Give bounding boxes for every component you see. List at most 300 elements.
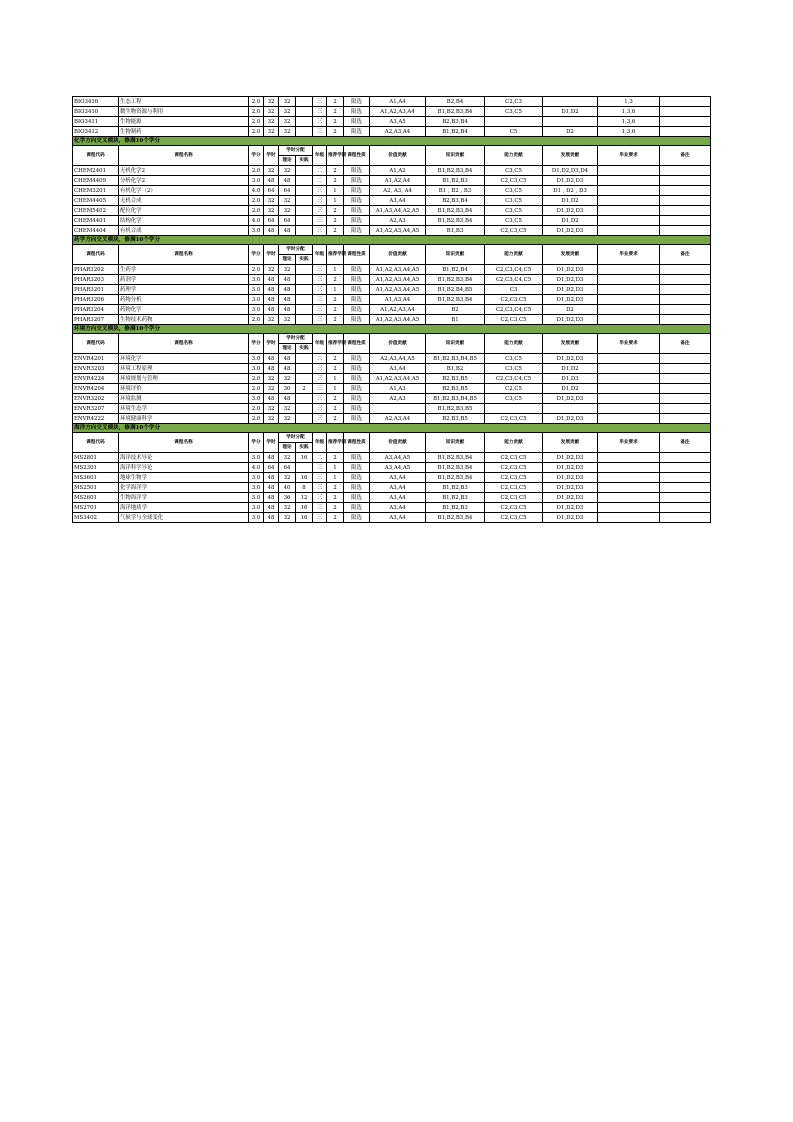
cell-credit: 3.0 — [249, 483, 264, 493]
table-row — [73, 513, 711, 523]
cell-value: A3,A4 — [370, 513, 426, 523]
cell-credit: 2.0 — [249, 97, 264, 107]
cell-development: D1,D2,D3 — [543, 463, 598, 473]
header-code: 课程代码 — [73, 433, 119, 453]
cell-ability: C2,C3,C5 — [485, 315, 543, 325]
cell-name: 有机合成 — [119, 226, 249, 236]
header-credit: 学分 — [249, 334, 264, 354]
cell-hours: 32 — [264, 97, 279, 107]
cell-grad — [598, 384, 660, 394]
cell-type: 限选 — [344, 305, 370, 315]
cell-credit: 2.0 — [249, 315, 264, 325]
cell-theory: 48 — [279, 176, 296, 186]
cell-value: A1,A3,A4 — [370, 295, 426, 305]
cell-value: A1,A2,A3,A4 — [370, 107, 426, 117]
cell-ability: C2,C3,C4,C5 — [485, 275, 543, 285]
cell-development: D1,D2,D3 — [543, 226, 598, 236]
cell-value: A2,A3,A4 — [370, 127, 426, 137]
cell-development: D1,D2 — [543, 364, 598, 374]
cell-ability: C3,C5 — [485, 107, 543, 117]
cell-practice — [296, 374, 313, 384]
cell-type: 限选 — [344, 196, 370, 206]
cell-ability: C2,C3,C5 — [485, 414, 543, 424]
cell-practice — [296, 127, 313, 137]
cell-development — [543, 404, 598, 414]
cell-code: MS3601 — [73, 473, 119, 483]
cell-value: A1,A2 — [370, 166, 426, 176]
header-credit: 学分 — [249, 146, 264, 166]
cell-theory: 48 — [279, 295, 296, 305]
cell-year: 三 — [313, 295, 327, 305]
cell-hours: 48 — [264, 305, 279, 315]
cell-credit: 2.0 — [249, 265, 264, 275]
header-code: 课程代码 — [73, 334, 119, 354]
cell-theory: 48 — [279, 226, 296, 236]
cell-semester: 2 — [327, 305, 344, 315]
cell-hours: 48 — [264, 503, 279, 513]
table-row — [73, 483, 711, 493]
header-semester: 推荐学期 — [327, 433, 344, 453]
table-row — [73, 473, 711, 483]
cell-credit: 3.0 — [249, 493, 264, 503]
cell-notes — [660, 374, 711, 384]
cell-ability: C3,C5 — [485, 196, 543, 206]
cell-type: 限选 — [344, 483, 370, 493]
cell-credit: 2.0 — [249, 107, 264, 117]
cell-development: D2 — [543, 127, 598, 137]
cell-practice — [296, 394, 313, 404]
cell-grad — [598, 176, 660, 186]
cell-type: 限选 — [344, 285, 370, 295]
cell-semester: 1 — [327, 384, 344, 394]
cell-code: PHAR3206 — [73, 295, 119, 305]
cell-semester: 2 — [327, 364, 344, 374]
cell-hours: 64 — [264, 463, 279, 473]
cell-hours: 32 — [264, 127, 279, 137]
header-credit: 学分 — [249, 433, 264, 453]
cell-notes — [660, 305, 711, 315]
cell-credit: 2.0 — [249, 127, 264, 137]
header-hours-split: 学时分配 — [279, 146, 313, 156]
cell-value: A3,A4,A5 — [370, 453, 426, 463]
cell-notes — [660, 473, 711, 483]
cell-hours: 32 — [264, 206, 279, 216]
table-row — [73, 166, 711, 176]
cell-name: 分析化学2 — [119, 176, 249, 186]
cell-year: 三 — [313, 315, 327, 325]
cell-hours: 48 — [264, 453, 279, 463]
cell-type: 限选 — [344, 206, 370, 216]
cell-code: ENVR3207 — [73, 404, 119, 414]
cell-development: D2 — [543, 305, 598, 315]
table-row — [73, 493, 711, 503]
cell-development: D1,D2,D3,D4 — [543, 166, 598, 176]
cell-theory: 48 — [279, 354, 296, 364]
header-year: 年级 — [313, 334, 327, 354]
table-row — [73, 196, 711, 206]
cell-theory: 32 — [279, 107, 296, 117]
cell-theory: 48 — [279, 285, 296, 295]
cell-ability: C2,C3,C4,C5 — [485, 265, 543, 275]
cell-ability: C2,C3,C5 — [485, 453, 543, 463]
cell-type: 限选 — [344, 97, 370, 107]
header-row — [73, 146, 711, 156]
cell-development: D1,D2,D3 — [543, 265, 598, 275]
cell-notes — [660, 196, 711, 206]
cell-type: 限选 — [344, 354, 370, 364]
cell-grad — [598, 513, 660, 523]
cell-knowledge: B1,B3 — [426, 226, 485, 236]
cell-semester: 2 — [327, 295, 344, 305]
cell-grad — [598, 166, 660, 176]
cell-value: A3,A4 — [370, 503, 426, 513]
cell-theory: 64 — [279, 186, 296, 196]
cell-name: 海洋科学导论 — [119, 463, 249, 473]
cell-code: BIO3416 — [73, 97, 119, 107]
cell-practice — [296, 354, 313, 364]
cell-semester: 2 — [327, 414, 344, 424]
cell-notes — [660, 394, 711, 404]
cell-year: 三 — [313, 216, 327, 226]
cell-credit: 2.0 — [249, 404, 264, 414]
cell-year: 三 — [313, 97, 327, 107]
header-theory: 理论 — [279, 443, 296, 453]
cell-knowledge: B1,B2,B3 — [426, 503, 485, 513]
cell-practice: 16 — [296, 513, 313, 523]
cell-practice — [296, 117, 313, 127]
cell-type: 限选 — [344, 374, 370, 384]
header-knowledge: 知识贡献 — [426, 433, 485, 453]
cell-development: D1,D2 — [543, 384, 598, 394]
cell-year: 三 — [313, 117, 327, 127]
cell-value: A2,A3,A4,A5 — [370, 354, 426, 364]
cell-name: 微生物资源与利用 — [119, 107, 249, 117]
table-row — [73, 117, 711, 127]
cell-semester: 1 — [327, 196, 344, 206]
cell-knowledge: B1,B2,B4,B5 — [426, 285, 485, 295]
section-title: 化学方向交叉模块，修满10个学分 — [73, 137, 711, 146]
cell-semester: 1 — [327, 374, 344, 384]
cell-hours: 32 — [264, 107, 279, 117]
cell-name: 环境监测 — [119, 394, 249, 404]
cell-hours: 32 — [264, 166, 279, 176]
cell-notes — [660, 206, 711, 216]
cell-development: D1,D2,D3 — [543, 315, 598, 325]
cell-practice — [296, 315, 313, 325]
cell-hours: 64 — [264, 186, 279, 196]
cell-theory: 32 — [279, 453, 296, 463]
cell-practice — [296, 275, 313, 285]
cell-knowledge: B1,B2,B3,B5 — [426, 404, 485, 414]
cell-grad — [598, 364, 660, 374]
cell-semester: 2 — [327, 483, 344, 493]
cell-ability: C3,C5 — [485, 166, 543, 176]
cell-notes — [660, 493, 711, 503]
cell-development — [543, 117, 598, 127]
cell-credit: 3.0 — [249, 305, 264, 315]
cell-development: D1,D2,D3 — [543, 354, 598, 364]
header-year: 年级 — [313, 245, 327, 265]
cell-code: CHEM3201 — [73, 186, 119, 196]
cell-grad — [598, 265, 660, 275]
cell-hours: 32 — [264, 384, 279, 394]
cell-name: 无机化学2 — [119, 166, 249, 176]
cell-hours: 48 — [264, 394, 279, 404]
cell-semester: 1 — [327, 473, 344, 483]
header-knowledge: 知识贡献 — [426, 334, 485, 354]
cell-knowledge: B1,B2,B4 — [426, 265, 485, 275]
cell-code: BIO3412 — [73, 127, 119, 137]
cell-ability: C3,C5 — [485, 206, 543, 216]
cell-value: A2,A3,A4 — [370, 414, 426, 424]
header-grad: 毕业要求 — [598, 146, 660, 166]
cell-development: D1 , D2 , D3 — [543, 186, 598, 196]
cell-year: 三 — [313, 394, 327, 404]
cell-type: 限选 — [344, 265, 370, 275]
section-title: 药学方向交叉模块，修满10个学分 — [73, 236, 711, 245]
cell-knowledge: B1,B2,B3 — [426, 176, 485, 186]
cell-name: 生物海洋学 — [119, 493, 249, 503]
cell-theory: 48 — [279, 394, 296, 404]
cell-hours: 48 — [264, 285, 279, 295]
cell-ability: C3,C5 — [485, 354, 543, 364]
cell-name: 气候学与全球变化 — [119, 513, 249, 523]
table-row — [73, 127, 711, 137]
cell-semester: 2 — [327, 493, 344, 503]
cell-ability: C2,C3,C5 — [485, 493, 543, 503]
cell-hours: 32 — [264, 315, 279, 325]
table-row — [73, 315, 711, 325]
header-development: 发展贡献 — [543, 146, 598, 166]
cell-notes — [660, 404, 711, 414]
cell-knowledge: B2,B3,B4 — [426, 117, 485, 127]
cell-ability: C3,C5 — [485, 186, 543, 196]
cell-code: ENVR3202 — [73, 394, 119, 404]
header-name: 课程名称 — [119, 334, 249, 354]
cell-grad — [598, 493, 660, 503]
cell-name: 海洋技术导论 — [119, 453, 249, 463]
cell-year: 三 — [313, 513, 327, 523]
cell-value: A1,A2,A3,A4 — [370, 305, 426, 315]
cell-code: CHEM4405 — [73, 196, 119, 206]
cell-semester: 2 — [327, 315, 344, 325]
cell-type: 限选 — [344, 275, 370, 285]
cell-ability: C2,C3,C5 — [485, 473, 543, 483]
cell-grad — [598, 295, 660, 305]
cell-theory: 40 — [279, 483, 296, 493]
cell-theory: 32 — [279, 503, 296, 513]
cell-knowledge: B1,B2,B3,B4 — [426, 513, 485, 523]
header-development: 发展贡献 — [543, 334, 598, 354]
cell-value: A1,A4 — [370, 97, 426, 107]
cell-grad — [598, 463, 660, 473]
cell-code: ENVR4204 — [73, 384, 119, 394]
cell-notes — [660, 364, 711, 374]
cell-hours: 32 — [264, 117, 279, 127]
cell-semester: 1 — [327, 463, 344, 473]
cell-grad — [598, 473, 660, 483]
header-ability: 能力贡献 — [485, 146, 543, 166]
header-development: 发展贡献 — [543, 245, 598, 265]
cell-year: 二 — [313, 354, 327, 364]
header-semester: 推荐学期 — [327, 245, 344, 265]
cell-code: CHEM5402 — [73, 206, 119, 216]
cell-credit: 4.0 — [249, 463, 264, 473]
cell-hours: 48 — [264, 483, 279, 493]
cell-practice — [296, 295, 313, 305]
section-title: 环境方向交叉模块，修满10个学分 — [73, 325, 711, 334]
cell-code: BIO3411 — [73, 117, 119, 127]
cell-code: PHAR3203 — [73, 275, 119, 285]
cell-practice — [296, 216, 313, 226]
cell-knowledge: B2,B3,B5 — [426, 384, 485, 394]
cell-year: 三 — [313, 206, 327, 216]
cell-ability: C3,C5 — [485, 394, 543, 404]
cell-year: 三 — [313, 196, 327, 206]
header-knowledge: 知识贡献 — [426, 146, 485, 166]
cell-code: MS2601 — [73, 493, 119, 503]
cell-notes — [660, 216, 711, 226]
cell-type: 限选 — [344, 226, 370, 236]
cell-practice: 16 — [296, 453, 313, 463]
cell-semester: 2 — [327, 206, 344, 216]
table-row — [73, 394, 711, 404]
header-hours: 学时 — [264, 245, 279, 265]
cell-semester: 2 — [327, 127, 344, 137]
header-hours: 学时 — [264, 334, 279, 354]
cell-grad — [598, 196, 660, 206]
cell-name: 配位化学 — [119, 206, 249, 216]
cell-credit: 3.0 — [249, 295, 264, 305]
cell-semester: 2 — [327, 216, 344, 226]
section-title: 海洋方向交叉模块，修满10个学分 — [73, 424, 711, 433]
cell-year: 三 — [313, 305, 327, 315]
cell-theory: 32 — [279, 117, 296, 127]
table-row — [73, 275, 711, 285]
cell-grad: 1,3,6 — [598, 117, 660, 127]
cell-knowledge: B1,B2,B3,B4 — [426, 453, 485, 463]
cell-grad — [598, 285, 660, 295]
cell-year: 二 — [313, 176, 327, 186]
table-row — [73, 176, 711, 186]
cell-year: 二 — [313, 166, 327, 176]
cell-credit: 3.0 — [249, 285, 264, 295]
cell-grad — [598, 354, 660, 364]
cell-name: 药物分析 — [119, 295, 249, 305]
cell-credit: 3.0 — [249, 275, 264, 285]
cell-theory: 30 — [279, 384, 296, 394]
header-year: 年级 — [313, 146, 327, 166]
cell-type: 限选 — [344, 394, 370, 404]
cell-ability: C3,C5 — [485, 364, 543, 374]
cell-semester: 2 — [327, 117, 344, 127]
cell-knowledge: B1,B2,B4 — [426, 127, 485, 137]
cell-year: 三 — [313, 483, 327, 493]
header-hours-split: 学时分配 — [279, 433, 313, 443]
cell-knowledge: B1,B2,B3,B4 — [426, 295, 485, 305]
cell-development: D1,D2,D3 — [543, 513, 598, 523]
header-year: 年级 — [313, 433, 327, 453]
section-title-row — [73, 424, 711, 433]
cell-type: 限选 — [344, 513, 370, 523]
table-row — [73, 503, 711, 513]
cell-value: A1,A2,A3,A4,A5 — [370, 285, 426, 295]
cell-knowledge: B1 — [426, 315, 485, 325]
table-row — [73, 374, 711, 384]
cell-knowledge: B1,B2,B3,B4 — [426, 206, 485, 216]
cell-development: D1,D2,D3 — [543, 414, 598, 424]
cell-name: 环境评价 — [119, 384, 249, 394]
cell-practice — [296, 285, 313, 295]
cell-type: 限选 — [344, 176, 370, 186]
cell-grad — [598, 186, 660, 196]
cell-credit: 4.0 — [249, 186, 264, 196]
cell-grad: 1,3,6 — [598, 127, 660, 137]
cell-theory: 32 — [279, 97, 296, 107]
cell-knowledge: B2,B3,B4 — [426, 196, 485, 206]
cell-practice — [296, 305, 313, 315]
cell-theory: 32 — [279, 166, 296, 176]
header-value: 价值贡献 — [370, 146, 426, 166]
cell-hours: 32 — [264, 414, 279, 424]
cell-semester: 2 — [327, 453, 344, 463]
cell-name: 生物能源 — [119, 117, 249, 127]
cell-knowledge: B1,B2,B3,B4 — [426, 473, 485, 483]
cell-credit: 3.0 — [249, 503, 264, 513]
cell-type: 限选 — [344, 404, 370, 414]
table-row — [73, 206, 711, 216]
cell-year: 三 — [313, 364, 327, 374]
cell-development: D1,D3 — [543, 374, 598, 384]
cell-theory: 32 — [279, 404, 296, 414]
cell-theory: 48 — [279, 305, 296, 315]
cell-practice — [296, 196, 313, 206]
cell-semester: 2 — [327, 354, 344, 364]
cell-value: A2,A3 — [370, 394, 426, 404]
cell-notes — [660, 384, 711, 394]
section-title-row — [73, 325, 711, 334]
cell-year: 三 — [313, 127, 327, 137]
cell-theory: 32 — [279, 265, 296, 275]
table-row — [73, 364, 711, 374]
cell-hours: 48 — [264, 295, 279, 305]
cell-development: D1,D2,D3 — [543, 275, 598, 285]
cell-theory: 48 — [279, 275, 296, 285]
cell-practice — [296, 97, 313, 107]
cell-code: MS3402 — [73, 513, 119, 523]
cell-ability: C2,C3 — [485, 97, 543, 107]
cell-type: 限选 — [344, 493, 370, 503]
cell-development: D1,D2 — [543, 216, 598, 226]
cell-practice — [296, 265, 313, 275]
cell-theory: 32 — [279, 206, 296, 216]
cell-credit: 2.0 — [249, 414, 264, 424]
cell-semester: 1 — [327, 265, 344, 275]
cell-credit: 3.0 — [249, 394, 264, 404]
cell-credit: 3.0 — [249, 364, 264, 374]
header-code: 课程代码 — [73, 245, 119, 265]
cell-practice — [296, 107, 313, 117]
cell-credit: 3.0 — [249, 176, 264, 186]
table-row — [73, 216, 711, 226]
cell-value: A1,A2,A4 — [370, 176, 426, 186]
cell-semester: 2 — [327, 226, 344, 236]
cell-knowledge: B2,B3,B5 — [426, 414, 485, 424]
header-theory: 理论 — [279, 156, 296, 166]
cell-grad — [598, 305, 660, 315]
header-notes: 备注 — [660, 245, 711, 265]
cell-semester: 1 — [327, 186, 344, 196]
